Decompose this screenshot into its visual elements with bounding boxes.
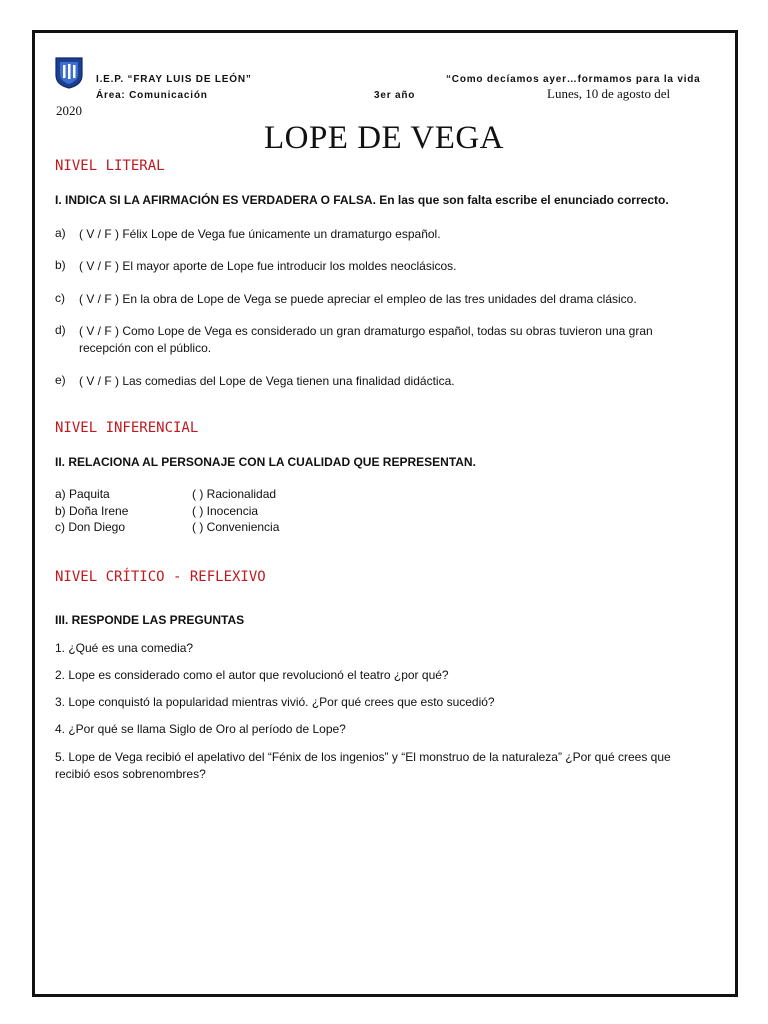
question-item: 1. ¿Qué es una comedia? xyxy=(55,641,194,655)
quality-option: ( ) Inocencia xyxy=(192,504,259,518)
character-name: c) Don Diego xyxy=(55,520,126,534)
item-label: c) xyxy=(55,291,65,305)
item-label: a) xyxy=(55,226,66,240)
section-heading-inferencial: NIVEL INFERENCIAL xyxy=(55,420,199,436)
instruction-literal: I. INDICA SI LA AFIRMACIÓN ES VERDADERA O FALSA. En las que son falta escribe el enunciado correcto. xyxy=(55,193,669,207)
grade-label: 3er año xyxy=(374,90,416,101)
year-line: 2020 xyxy=(56,103,82,118)
area-label: Área: Comunicación xyxy=(96,90,208,101)
item-text: ( V / F ) En la obra de Lope de Vega se puede apreciar el empleo de las tres unidades del drama clásico. xyxy=(79,292,637,306)
question-item: 2. Lope es considerado como el autor que revolucionó el teatro ¿por qué? xyxy=(55,668,449,682)
quality-option: ( ) Conveniencia xyxy=(192,520,280,534)
section-heading-critico: NIVEL CRÍTICO - REFLEXIVO xyxy=(55,569,266,585)
item-label: d) xyxy=(55,323,66,337)
character-name: a) Paquita xyxy=(55,487,110,501)
school-name: I.E.P. “FRAY LUIS DE LEÓN” xyxy=(96,74,252,85)
school-crest-logo xyxy=(54,55,84,89)
item-label: b) xyxy=(55,258,66,272)
quality-option: ( ) Racionalidad xyxy=(192,487,277,501)
item-text: ( V / F ) El mayor aporte de Lope fue introducir los moldes neoclásicos. xyxy=(79,259,457,273)
character-name: b) Doña Irene xyxy=(55,504,129,518)
date-line: Lunes, 10 de agosto del xyxy=(547,86,671,101)
page-border xyxy=(32,30,738,997)
item-label: e) xyxy=(55,373,66,387)
question-item: 3. Lope conquistó la popularidad mientras vivió. ¿Por qué crees que esto sucedió? xyxy=(55,695,495,709)
instruction-inferencial: II. RELACIONA AL PERSONAJE CON LA CUALIDAD QUE REPRESENTAN. xyxy=(55,455,476,469)
item-text: ( V / F ) Félix Lope de Vega fue únicamente un dramaturgo español. xyxy=(79,227,441,241)
school-motto: “Como decíamos ayer…formamos para la vida xyxy=(446,74,701,85)
question-item: 5. Lope de Vega recibió el apelativo del “Fénix de los ingenios” y “El monstruo de la naturaleza” ¿Por qué crees que recibió esos sobrenombres? xyxy=(55,750,671,781)
section-heading-literal: NIVEL LITERAL xyxy=(55,158,165,174)
item-text: ( V / F ) Como Lope de Vega es considerado un gran dramaturgo español, todas su obras tuvieron una gran recepción con el público. xyxy=(79,324,653,355)
page-title: LOPE DE VEGA xyxy=(263,120,505,156)
item-text: ( V / F ) Las comedias del Lope de Vega tienen una finalidad didáctica. xyxy=(79,374,455,388)
question-item: 4. ¿Por qué se llama Siglo de Oro al período de Lope? xyxy=(55,722,346,736)
instruction-critico: III. RESPONDE LAS PREGUNTAS xyxy=(55,613,245,627)
